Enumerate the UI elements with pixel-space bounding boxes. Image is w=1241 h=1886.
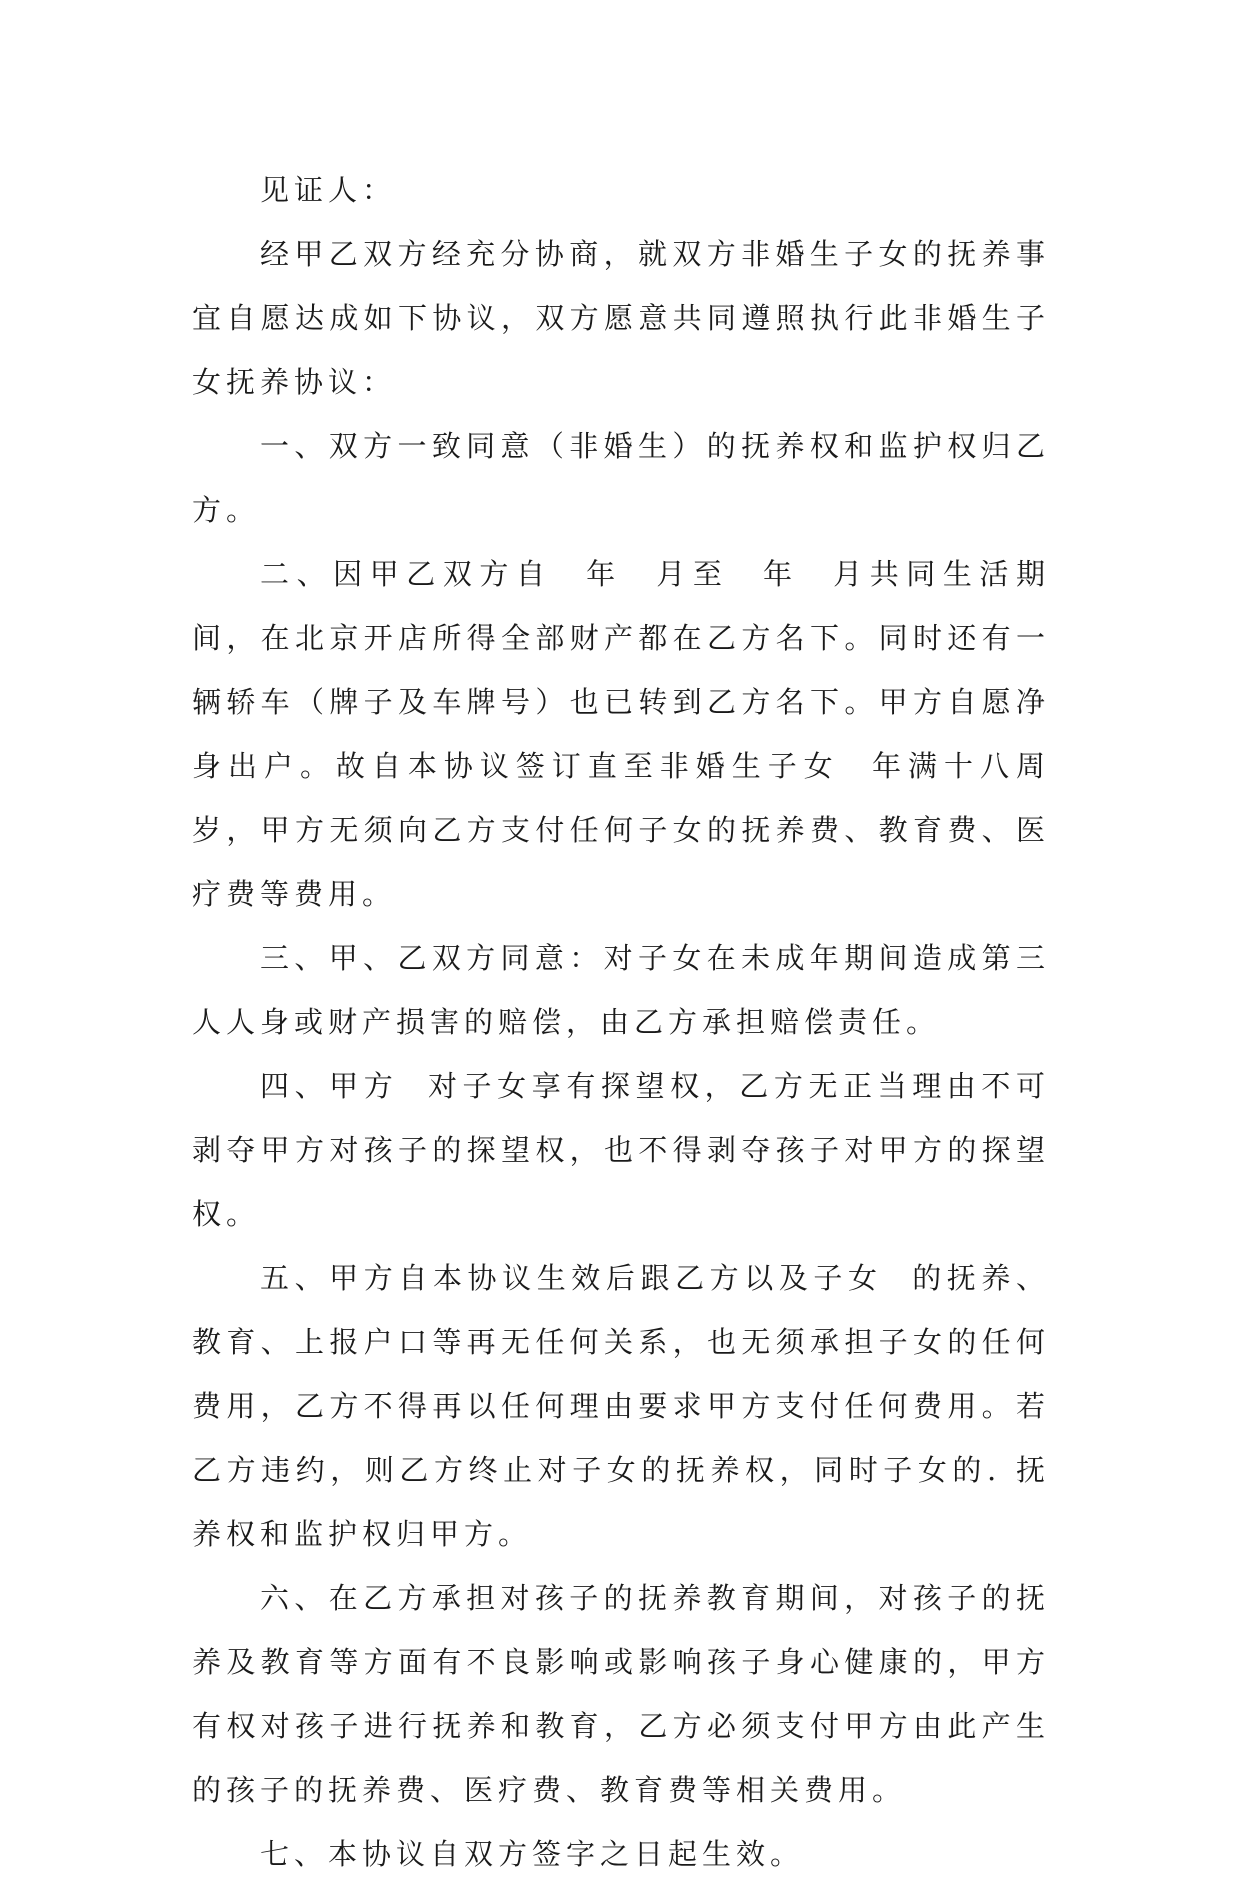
paragraph-clause-5: 五、甲方自本协议生效后跟乙方以及子女 的抚养、教育、上报户口等再无任何关系，也无须承担子女的任何费用，乙方不得再以任何理由要求甲方支付任何费用。若乙方违约，则乙方终止对子女的抚养权，同时子女的. 抚养权和监护权归甲方。: [192, 1261, 1050, 1551]
paragraph-clause-1: 一、双方一致同意（非婚生）的抚养权和监护权归乙方。: [192, 429, 1050, 527]
paragraph-intro: 经甲乙双方经充分协商，就双方非婚生子女的抚养事宜自愿达成如下协议，双方愿意共同遵照执行此非婚生子女抚养协议：: [192, 237, 1050, 399]
paragraph-clause-6: 六、在乙方承担对孩子的抚养教育期间，对孩子的抚养及教育等方面有不良影响或影响孩子身心健康的，甲方有权对孩子进行抚养和教育，乙方必须支付甲方由此产生的孩子的抚养费、医疗费、教育费等相关费用。: [192, 1581, 1050, 1807]
paragraph-clause-3: 三、甲、乙双方同意：对子女在未成年期间造成第三人人身或财产损害的赔偿，由乙方承担赔偿责任。: [192, 941, 1050, 1039]
paragraph-clause-2: 二、因甲乙双方自 年 月至 年 月共同生活期间，在北京开店所得全部财产都在乙方名下。同时还有一辆轿车（牌子及车牌号）也已转到乙方名下。甲方自愿净身出户。故自本协议签订直至非婚生子女 年满十八周岁，甲方无须向乙方支付任何子女的抚养费、教育费、医疗费等费用。: [192, 557, 1050, 911]
paragraph-witness: 见证人：: [260, 173, 397, 207]
paragraph-clause-7: 七、本协议自双方签字之日起生效。: [260, 1837, 805, 1871]
paragraph-clause-4: 四、甲方 对子女享有探望权，乙方无正当理由不可剥夺甲方对孩子的探望权，也不得剥夺孩子对甲方的探望权。: [192, 1069, 1050, 1231]
document-body: [192, 158, 1050, 1886]
